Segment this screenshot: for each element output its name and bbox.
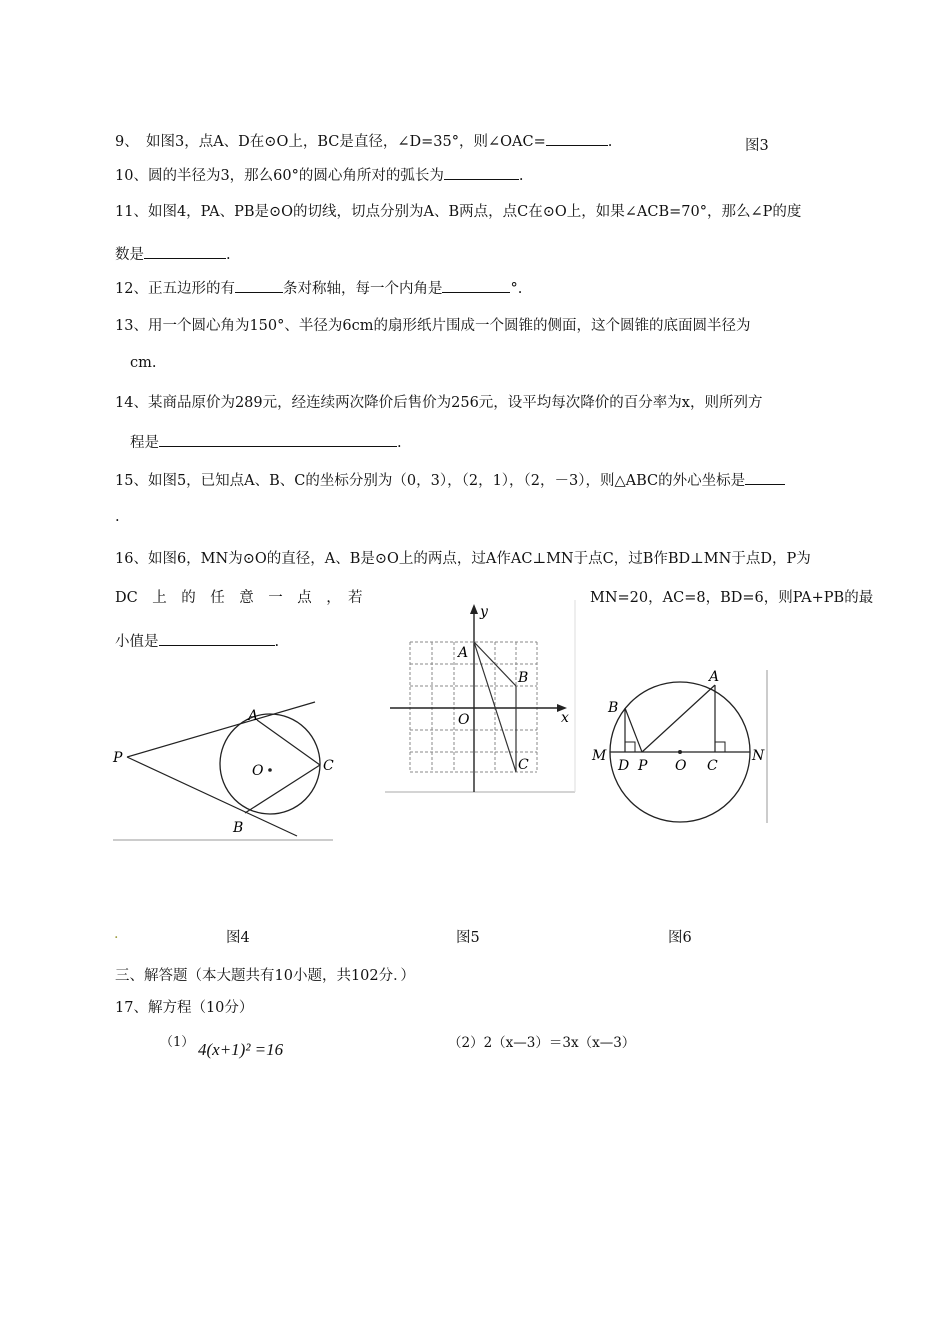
q14-line2-text: 程是: [130, 435, 159, 451]
fig5-label-y: y: [480, 604, 488, 620]
q12-tail: °.: [510, 281, 523, 297]
question-15-line1: [115, 469, 785, 490]
q10-blank[interactable]: [444, 165, 519, 180]
q11-blank[interactable]: [144, 244, 226, 259]
fig6-label-b: B: [608, 700, 619, 716]
question-16-line3: [115, 630, 279, 651]
fig6-caption: 图6: [668, 930, 692, 946]
q16-line3-text: 小值是: [115, 634, 159, 650]
fig6-right-angle-d: [625, 742, 635, 752]
q17-part1-label: （1）: [160, 1035, 195, 1050]
question-11-line2: [115, 243, 231, 264]
question-16-line1: 16、如图6，MN为⊙O的直径，A、B是⊙O上的两点，过A作AC⊥MN于点C，过B作BD⊥MN于点D，P为: [115, 551, 811, 567]
fig6-center-dot: [678, 750, 682, 754]
fig5-label-o: O: [458, 712, 470, 728]
fig5-label-a: A: [458, 645, 469, 661]
fig6-segment-pa: [642, 685, 715, 752]
stray-dot: .: [114, 926, 119, 942]
q11-tail: .: [226, 247, 231, 263]
figure-6: [585, 665, 775, 830]
fig4-label-o: O: [252, 763, 264, 779]
q15-line1-text: 15、如图5，已知点A、B、C的坐标分别为（0，3），（2，1），（2，－3），则△ABC的外心坐标是: [115, 473, 746, 489]
q10-tail: .: [518, 168, 524, 184]
fig6-label-d: D: [618, 758, 630, 774]
question-14-line1: 14、某商品原价为289元，经连续两次降价后售价为256元，设平均每次降价的百分率为x，则所列方: [115, 395, 763, 411]
q14-blank[interactable]: [159, 432, 397, 447]
fig6-label-p: P: [638, 758, 648, 774]
fig4-label-b: B: [233, 820, 244, 836]
fig4-chord-ac: [257, 720, 320, 765]
question-13-line1: 13、用一个圆心角为150°、半径为6cm的扇形纸片围成一个圆锥的侧面，这个圆锥的底面圆半径为: [115, 318, 751, 334]
q12-blank-1[interactable]: [235, 278, 283, 293]
fig4-caption: 图4: [226, 930, 250, 946]
question-10: [115, 164, 523, 185]
question-13-line2: cm.: [130, 355, 157, 371]
q9-blank[interactable]: [546, 131, 608, 146]
fig5-label-c: C: [518, 757, 529, 773]
fig5-caption: 图5: [456, 930, 480, 946]
q12-blank-2[interactable]: [442, 278, 510, 293]
q15-blank[interactable]: [745, 470, 785, 485]
q12-text-b: 条对称轴，每一个内角是: [282, 281, 443, 297]
q16-tail: .: [274, 634, 280, 650]
fig3-label: 图3: [745, 138, 769, 154]
fig6-right-angle-c: [715, 742, 725, 752]
q14-tail: .: [397, 435, 402, 451]
question-16-line2a: DC 上 的 任 意 一 点 ， 若: [115, 590, 363, 606]
fig5-label-x: x: [561, 710, 569, 726]
q12-text-a: 12、正五边形的有: [115, 281, 235, 297]
fig6-label-c: C: [707, 758, 718, 774]
question-15-line2: .: [115, 509, 120, 525]
q17-part1-equation: 4(x+1)² =16: [198, 1040, 284, 1059]
section-3-heading: 三、解答题（本大题共有10小题，共102分．）: [115, 968, 415, 984]
figure-4: [105, 690, 345, 850]
question-16-line2b: MN=20，AC=8，BD=6，则PA+PB的最: [590, 590, 874, 606]
question-17-title: 17、解方程（10分）: [115, 1000, 254, 1016]
fig6-label-o: O: [675, 758, 687, 774]
q16-blank[interactable]: [159, 631, 275, 646]
figure-5: [385, 600, 580, 795]
fig6-label-m: M: [592, 748, 607, 764]
fig4-label-c: C: [323, 758, 334, 774]
q9-tail: .: [607, 134, 613, 150]
question-9: [115, 130, 612, 151]
fig4-label-a: A: [248, 708, 259, 724]
fig6-label-a: A: [709, 669, 720, 685]
q9-text: 9、 如图3，点A、D在⊙O上，BC是直径，∠D=35°，则∠OAC=: [115, 134, 546, 150]
fig6-segment-bp: [625, 708, 642, 752]
q11-line2-text: 数是: [115, 247, 144, 263]
fig6-label-n: N: [752, 748, 765, 764]
question-12: [115, 277, 522, 298]
fig4-label-p: P: [113, 750, 123, 766]
fig5-label-b: B: [518, 670, 529, 686]
fig4-center-dot: [268, 768, 272, 772]
question-14-line2: [130, 431, 402, 452]
fig4-tangent-pa: [127, 702, 315, 757]
q17-part2: （2）2（x—3）＝3x（x—3）: [448, 1035, 636, 1051]
question-11-line1: 11、如图4，PA、PB是⊙O的切线，切点分别为A、B两点，点C在⊙O上，如果∠ACB=70°，那么∠P的度: [115, 204, 802, 220]
fig5-y-arrow: [470, 604, 478, 614]
q10-text: 10、圆的半径为3，那么60°的圆心角所对的弧长为: [115, 168, 444, 184]
